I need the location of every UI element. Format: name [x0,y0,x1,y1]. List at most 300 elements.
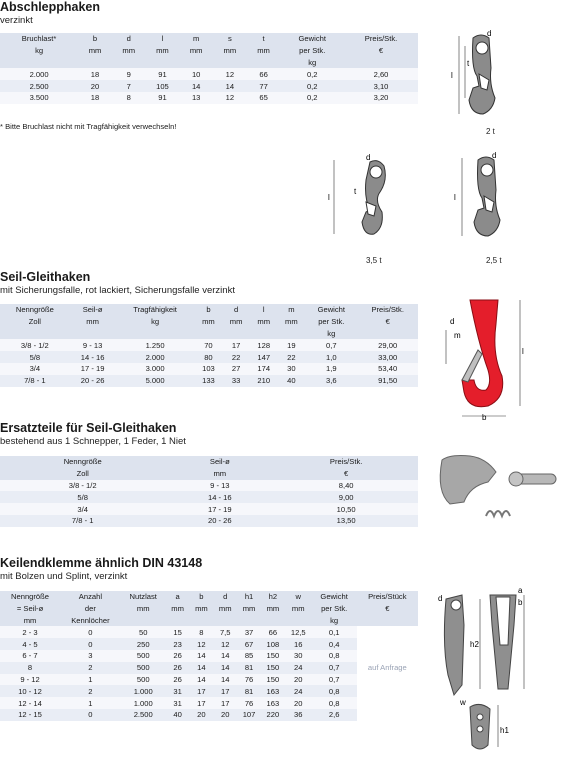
column-header: Preis/Stk. [357,304,418,316]
table-cell: 3,6 [305,375,357,387]
table-cell [357,685,418,697]
table-cell: 8 [190,626,214,638]
table-cell: 66 [247,68,281,80]
column-header: mm [166,603,190,615]
column-header: € [274,468,418,480]
table-cell: 80 [195,351,223,363]
table-cell: 163 [261,685,285,697]
table-cell: 1.250 [116,339,195,351]
column-header: mm [0,615,60,627]
column-header [344,57,418,69]
table-cell: 20 [78,80,112,92]
table-cell: 2 [60,662,121,674]
table-cell: 77 [247,80,281,92]
column-header [357,328,418,340]
towing-hook-3-5t-drawing [326,150,406,242]
column-header: mm [285,603,312,615]
caption-2t: 2 t [486,127,495,136]
table-row [0,697,418,709]
column-header: Seil-ø [165,456,274,468]
column-header: kg [312,615,357,627]
column-header [261,615,285,627]
column-header: b [195,304,223,316]
column-header: = Seil-ø [0,603,60,615]
table-cell: 18 [78,92,112,104]
table-cell: 150 [261,674,285,686]
table-cell [357,709,418,721]
column-header: m [179,33,213,45]
caption-2-5t: 2,5 t [486,256,502,265]
table-abschlepphaken [0,33,418,104]
table-cell: 0,8 [312,650,357,662]
caption-3-5t: 3,5 t [366,256,382,265]
column-header: mm [250,316,278,328]
table-cell: 91 [146,92,180,104]
table-cell: 9,00 [274,491,418,503]
table-cell: 31 [166,685,190,697]
column-header: mm [247,45,281,57]
table-cell: 108 [261,638,285,650]
table-cell: 3.500 [0,92,78,104]
column-header [237,615,261,627]
table-cell: 14 [213,80,247,92]
table-cell: 17 [213,697,237,709]
column-header [116,328,195,340]
table-row [0,515,418,527]
table-cell: 9 [112,68,146,80]
svg-text:w: w [460,698,466,707]
table-cell: 1 [60,697,121,709]
column-header [146,57,180,69]
column-header: per Stk. [280,45,344,57]
table-cell: 70 [195,339,223,351]
svg-text:d: d [487,29,492,38]
column-header: Preis/Stk. [344,33,418,45]
table-cell: 107 [237,709,261,721]
table-cell: 4 - 5 [0,638,60,650]
svg-text:d: d [492,151,497,160]
column-header: b [78,33,112,45]
table-row [0,92,418,104]
column-header [70,328,116,340]
table-cell: 9 - 13 [70,339,116,351]
column-header: per Stk. [305,316,357,328]
header-row [0,615,418,627]
table-row [0,491,418,503]
table-cell: 17 [190,697,214,709]
column-header: mm [190,603,214,615]
table-cell: 2 - 3 [0,626,60,638]
column-header [179,57,213,69]
table-row [0,626,418,638]
column-header: mm [261,603,285,615]
header-row [0,591,418,603]
column-header: Kennlöcher [60,615,121,627]
table-cell: 10 - 12 [0,685,60,697]
svg-text:t: t [467,59,470,68]
table-cell: 67 [237,638,261,650]
table-cell: 220 [261,709,285,721]
column-header [166,615,190,627]
column-header [0,328,70,340]
table-cell: 7/8 - 1 [0,515,165,527]
table-cell: 500 [121,650,166,662]
svg-text:h1: h1 [500,726,509,735]
table-cell: 91,50 [357,375,418,387]
table-cell: 163 [261,697,285,709]
table-cell: 14 - 16 [70,351,116,363]
column-header: Preis/Stk. [274,456,418,468]
subtitle-ersatzteile: bestehend aus 1 Schnepper, 1 Feder, 1 Niet [0,436,186,447]
table-cell: 31 [166,697,190,709]
table-cell: 0,7 [312,662,357,674]
table-cell: 128 [250,339,278,351]
title-ersatzteile: Ersatzteile für Seil-Gleithaken [0,421,177,435]
column-header: d [213,591,237,603]
table-cell: 17 [213,685,237,697]
table-cell: 26 [166,650,190,662]
column-header: h2 [261,591,285,603]
column-header: mm [78,45,112,57]
column-header: w [285,591,312,603]
column-header: € [357,316,418,328]
table-cell: 2,60 [344,68,418,80]
table-cell: 10 [179,68,213,80]
column-header: mm [70,316,116,328]
table-cell: 20 - 26 [70,375,116,387]
table-cell: 500 [121,662,166,674]
table-seil-gleithaken [0,304,418,387]
table-cell: 33 [222,375,250,387]
table-cell: 3,20 [344,92,418,104]
table-cell: 20 - 26 [165,515,274,527]
header-row [0,304,418,316]
table-cell: 0,2 [280,92,344,104]
table-cell: 3/4 [0,503,165,515]
table-cell: 0,8 [312,697,357,709]
column-header: mm [121,603,166,615]
column-header: b [190,591,214,603]
table-cell: 20 [213,709,237,721]
column-header [78,57,112,69]
table-cell: 105 [146,80,180,92]
table-cell: 12 [213,92,247,104]
title-abschlepphaken: Abschlepphaken [0,0,101,14]
table-cell: 27 [222,363,250,375]
table-cell: 2.500 [0,80,78,92]
svg-text:d: d [438,594,443,603]
column-header [213,615,237,627]
column-header: Zoll [0,468,165,480]
column-header: Nenngröße [0,456,165,468]
table-cell [357,674,418,686]
column-header: d [112,33,146,45]
column-header: t [247,33,281,45]
table-cell: 250 [121,638,166,650]
column-header: mm [195,316,223,328]
column-header: kg [0,45,78,57]
table-cell: 30 [278,363,306,375]
table-cell: 81 [237,662,261,674]
column-header: Seil-ø [70,304,116,316]
svg-text:d: d [366,153,371,162]
table-cell: 133 [195,375,223,387]
table-keilendklemme [0,591,418,721]
table-cell: 9 - 12 [0,674,60,686]
column-header: s [213,33,247,45]
table-cell [357,697,418,709]
title-seil-gleithaken: Seil-Gleithaken [0,270,91,284]
table-cell: 15 [166,626,190,638]
table-row [0,80,418,92]
column-header: Gewicht [305,304,357,316]
table-cell: 3 [60,650,121,662]
table-cell: 18 [78,68,112,80]
table-cell: 53,40 [357,363,418,375]
column-header: € [357,603,418,615]
svg-text:b: b [482,413,487,422]
svg-text:m: m [454,331,461,340]
svg-text:l: l [451,71,453,80]
header-row [0,603,418,615]
column-header: mm [237,603,261,615]
table-cell: 147 [250,351,278,363]
column-header: kg [280,57,344,69]
svg-text:t: t [354,187,357,196]
header-row [0,57,418,69]
svg-text:d: d [450,317,455,326]
column-header [121,615,166,627]
column-header [357,615,418,627]
table-cell: 33,00 [357,351,418,363]
table-cell [357,638,418,650]
table-cell: 17 - 19 [165,503,274,515]
table-cell: 30 [285,650,312,662]
table-row [0,375,418,387]
column-header: l [146,33,180,45]
table-cell: 9 - 13 [165,480,274,492]
column-header [250,328,278,340]
table-cell: 12 - 15 [0,709,60,721]
price-on-request: auf Anfrage [367,663,407,673]
table-cell: 91 [146,68,180,80]
column-header: Nutzlast [121,591,166,603]
column-header: mm [112,45,146,57]
table-cell: 5.000 [116,375,195,387]
subtitle-seil-gleithaken: mit Sicherungsfalle, rot lackiert, Sicherungsfalle verzinkt [0,285,235,296]
table-cell: 66 [261,626,285,638]
table-cell: 17 - 19 [70,363,116,375]
table-cell: 17 [222,339,250,351]
table-cell: 8 [112,92,146,104]
column-header: kg [116,316,195,328]
table-cell: 17 [190,685,214,697]
table-cell: 1,0 [305,351,357,363]
column-header: Bruchlast* [0,33,78,45]
table-cell: 0,1 [312,626,357,638]
header-row [0,316,418,328]
table-cell: 0,4 [312,638,357,650]
table-ersatzteile [0,456,418,527]
table-row [0,685,418,697]
column-header: d [222,304,250,316]
column-header: per Stk. [312,603,357,615]
table-cell: 150 [261,662,285,674]
table-cell: 22 [278,351,306,363]
column-header [195,328,223,340]
column-header: mm [146,45,180,57]
column-header: h1 [237,591,261,603]
table-cell: 1.000 [121,685,166,697]
table-cell: 3/8 - 1/2 [0,480,165,492]
header-row [0,33,418,45]
header-row [0,456,418,468]
table-cell: 1,9 [305,363,357,375]
column-header: Preis/Stück [357,591,418,603]
table-cell: 16 [285,638,312,650]
table-cell: 14 [179,80,213,92]
table-row [0,638,418,650]
table-cell: 5/8 [0,351,70,363]
table-cell: 14 [213,662,237,674]
table-cell: 19 [278,339,306,351]
svg-text:a: a [518,586,523,595]
table-row [0,650,418,662]
table-cell: 6 - 7 [0,650,60,662]
table-cell: 5/8 [0,491,165,503]
table-cell: 24 [285,662,312,674]
column-header: m [278,304,306,316]
table-row [0,351,418,363]
column-header: Nenngröße [0,304,70,316]
table-cell: 2.500 [121,709,166,721]
table-cell: 500 [121,674,166,686]
table-cell: 14 [190,650,214,662]
table-cell: 3/4 [0,363,70,375]
subtitle-abschlepphaken: verzinkt [0,15,33,26]
column-header [247,57,281,69]
table-cell: 14 [213,674,237,686]
header-row [0,45,418,57]
title-keilendklemme: Keilendklemme ähnlich DIN 43148 [0,556,203,570]
header-row [0,468,418,480]
table-cell: 20 [285,697,312,709]
table-cell: 76 [237,674,261,686]
table-cell: 12 [190,638,214,650]
table-cell: 3/8 - 1/2 [0,339,70,351]
column-header: mm [179,45,213,57]
wedge-socket-drawing [432,585,532,767]
column-header: kg [305,328,357,340]
column-header [112,57,146,69]
subtitle-keilendklemme: mit Bolzen und Splint, verzinkt [0,571,128,582]
table-cell: 26 [166,674,190,686]
table-cell: 150 [261,650,285,662]
table-row [0,68,418,80]
column-header: mm [278,316,306,328]
column-header: € [344,45,418,57]
svg-text:l: l [328,193,330,202]
table-cell: 12 [213,68,247,80]
table-cell: 13,50 [274,515,418,527]
table-cell: 0,2 [280,68,344,80]
spare-parts-drawing [430,452,560,532]
table-cell: 29,00 [357,339,418,351]
table-cell [357,626,418,638]
table-cell: 14 - 16 [165,491,274,503]
table-cell: 14 [190,674,214,686]
sliding-hook-drawing [440,294,530,422]
column-header: Zoll [0,316,70,328]
table-cell: 0 [60,709,121,721]
table-cell: 50 [121,626,166,638]
table-cell: 20 [285,674,312,686]
table-cell: 0,8 [312,685,357,697]
table-cell: 1.000 [121,697,166,709]
table-row [0,662,418,674]
column-header [285,615,312,627]
table-cell: 12 [213,638,237,650]
column-header: Gewicht [280,33,344,45]
table-cell: 103 [195,363,223,375]
table-cell: 2,6 [312,709,357,721]
footnote-bruchlast: * Bitte Bruchlast nicht mit Tragfähigkeit verwechseln! [0,122,177,131]
table-cell: 210 [250,375,278,387]
column-header: Gewicht [312,591,357,603]
table-cell: 14 [190,662,214,674]
table-cell: 40 [166,709,190,721]
table-cell: 65 [247,92,281,104]
column-header: mm [213,603,237,615]
table-cell: 7 [112,80,146,92]
table-cell: 12,5 [285,626,312,638]
table-cell: 23 [166,638,190,650]
table-cell: 24 [285,685,312,697]
column-header: l [250,304,278,316]
table-cell: 0,7 [312,674,357,686]
column-header: a [166,591,190,603]
table-cell: 7/8 - 1 [0,375,70,387]
table-cell: 7,5 [213,626,237,638]
table-cell: 22 [222,351,250,363]
table-cell: 13 [179,92,213,104]
column-header: Nenngröße [0,591,60,603]
column-header [213,57,247,69]
table-cell: 26 [166,662,190,674]
column-header: mm [165,468,274,480]
table-cell: 37 [237,626,261,638]
column-header [222,328,250,340]
table-cell: 2 [60,685,121,697]
table-cell: 0 [60,638,121,650]
table-cell: 0 [60,626,121,638]
svg-text:h2: h2 [470,640,479,649]
table-cell: 2.000 [0,68,78,80]
table-cell: 0,2 [280,80,344,92]
table-cell: 3,10 [344,80,418,92]
table-row [0,339,418,351]
towing-hook-2-5t-drawing [448,150,528,242]
table-row [0,503,418,515]
table-cell: 8,40 [274,480,418,492]
table-cell: 14 [213,650,237,662]
column-header [190,615,214,627]
table-cell: 12 - 14 [0,697,60,709]
table-row [0,363,418,375]
table-cell [357,650,418,662]
column-header [278,328,306,340]
table-cell: 20 [190,709,214,721]
